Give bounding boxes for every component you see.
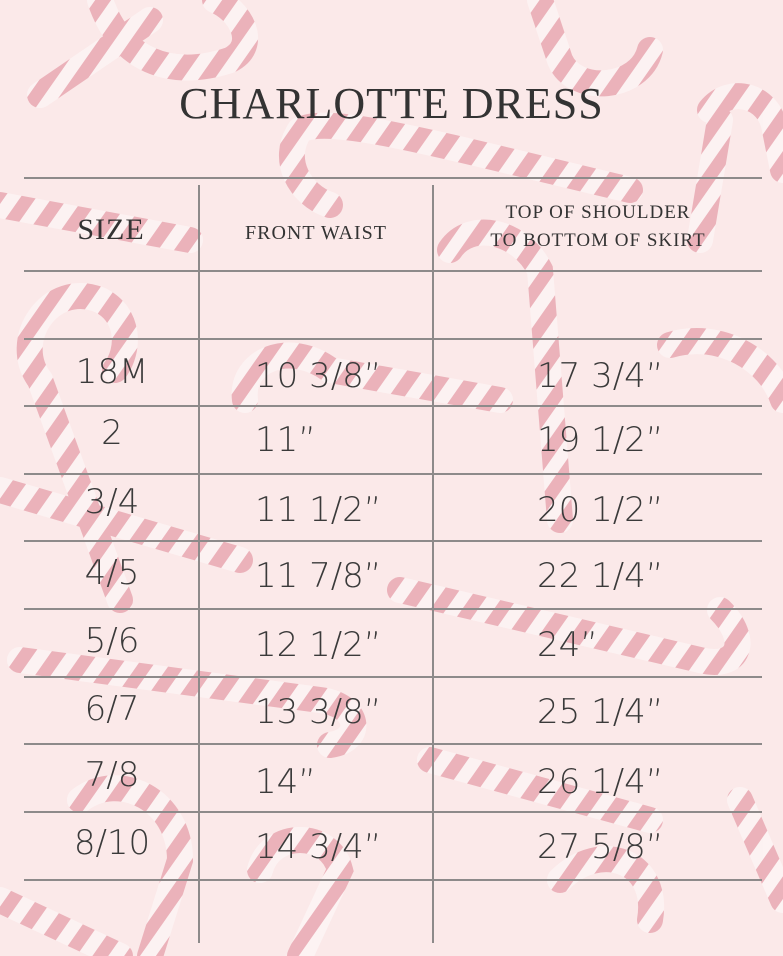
shoulder-to-skirt-cell: 22 1/4”	[537, 556, 664, 596]
page-title: CHARLOTTE DRESS	[179, 79, 604, 128]
candy-cane-shape	[740, 800, 783, 900]
header-size: SIZE	[77, 213, 145, 246]
table-row-rule	[24, 405, 762, 407]
size-cell: 5/6	[84, 621, 140, 661]
candy-cane-shape	[0, 900, 120, 956]
candy-cane-shape	[670, 341, 783, 400]
table-row-rule	[24, 811, 762, 813]
front-waist-cell: 11”	[255, 420, 316, 460]
table-row-rule	[24, 676, 762, 678]
column-divider	[432, 185, 434, 943]
table-top-rule	[24, 177, 762, 179]
front-waist-cell: 13 3/8”	[255, 692, 382, 732]
size-cell: 8/10	[73, 823, 151, 863]
table-row-rule	[24, 608, 762, 610]
candy-cane-shape	[100, 0, 245, 68]
front-waist-cell: 11 1/2”	[255, 490, 382, 530]
candy-cane-shape	[292, 130, 330, 205]
table-row-rule	[24, 879, 762, 881]
shoulder-to-skirt-cell: 25 1/4”	[537, 692, 664, 732]
candy-cane-shape	[300, 126, 630, 190]
header-front-waist: FRONT WAIST	[245, 222, 387, 244]
header-top-of-shoulder: TOP OF SHOULDER	[505, 202, 691, 223]
table-row-rule	[24, 743, 762, 745]
size-cell: 2	[101, 413, 123, 453]
table-row-rule	[24, 338, 762, 340]
table-header-rule	[24, 270, 762, 272]
size-cell: 4/5	[84, 553, 140, 593]
shoulder-to-skirt-cell: 20 1/2”	[537, 490, 664, 530]
table-row-rule	[24, 540, 762, 542]
front-waist-cell: 10 3/8”	[255, 356, 382, 396]
size-cell: 7/8	[84, 755, 140, 795]
front-waist-cell: 12 1/2”	[255, 625, 382, 665]
shoulder-to-skirt-cell: 17 3/4”	[537, 356, 664, 396]
shoulder-to-skirt-cell: 26 1/4”	[537, 762, 664, 802]
front-waist-cell: 11 7/8”	[255, 556, 382, 596]
candy-cane-shape	[560, 859, 651, 920]
size-cell: 18M	[75, 352, 149, 392]
shoulder-to-skirt-cell: 19 1/2”	[537, 420, 664, 460]
shoulder-to-skirt-cell: 24”	[537, 625, 598, 665]
table-row-rule	[24, 473, 762, 475]
candy-cane-shape	[540, 0, 650, 83]
size-cell: 3/4	[84, 482, 140, 522]
shoulder-to-skirt-cell: 27 5/8”	[537, 827, 664, 867]
size-cell: 6/7	[84, 689, 140, 729]
front-waist-cell: 14”	[255, 762, 316, 802]
header-to-bottom-of-skirt: TO BOTTOM OF SKIRT	[490, 230, 706, 251]
front-waist-cell: 14 3/4”	[255, 827, 382, 867]
